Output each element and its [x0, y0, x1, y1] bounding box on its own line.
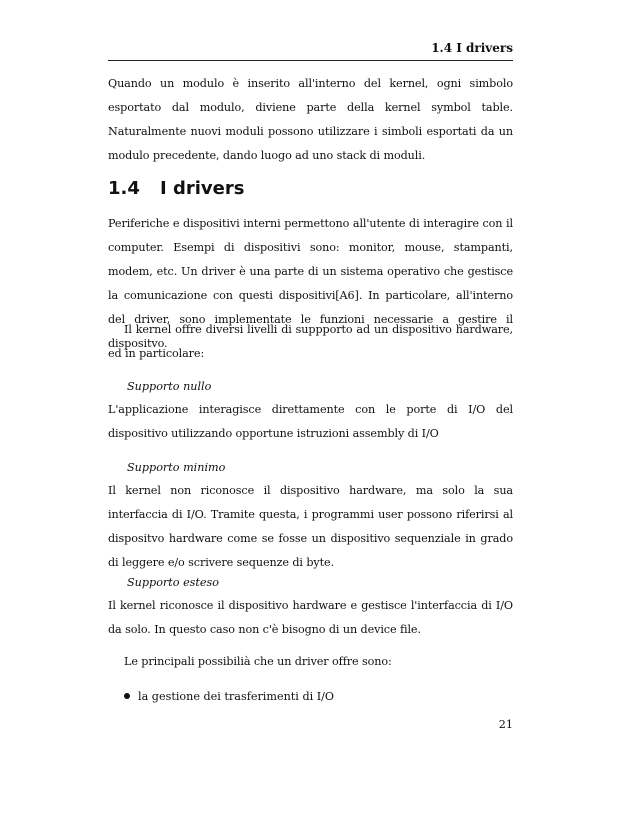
support-ext-title: Supporto esteso [127, 576, 220, 589]
section-number: 1.4 [108, 178, 140, 199]
closing-paragraph: Le principali possibilià che un driver offre sono: [124, 655, 392, 668]
support-min-text: Il kernel non riconosce il dispositivo hardware, ma solo la sua interfaccia di I/O. Tramite questa, i programmi user possono riferirsi al dispositvo hardware come se fosse un dispositivo sequenziale in grado di leggere e/o scrivere sequenze di byte. [108, 484, 513, 569]
intro-paragraph: Quando un modulo è inserito all'interno del kernel, ogni simbolo esportato dal modulo, diviene parte della kernel symbol table. Naturalmente nuovi moduli possono utilizzare i simboli esportati da un modulo precedente, dando luogo ad uno stack di moduli. [108, 77, 513, 162]
page-number: 21 [498, 718, 513, 731]
list-item [124, 685, 334, 709]
paragraph-drivers-intro: Periferiche e dispositivi interni permettono all'utente di interagire con il computer. Esempi di dispositivi sono: monitor, mouse, stampanti, modem, etc. Un driver è una parte di un sistema operativo che gestisce la comunicazione con questi dispositivi[A6]. In particolare, all'interno del driver, sono implementate le funzioni necessarie a gestire il dispositvo. [108, 217, 513, 350]
section-heading [108, 178, 244, 199]
document-page [108, 0, 513, 826]
list-item-text: la gestione dei trasferimenti di I/O [138, 690, 335, 703]
support-null-title: Supporto nullo [127, 380, 212, 393]
paragraph-support-levels: Il kernel offre diversi livelli di suppporto ad un dispositivo hardware, ed in particolare: [108, 323, 513, 360]
support-null-text: L'applicazione interagisce direttamente con le porte di I/O del dispositivo utilizzando opportune istruzioni assembly di I/O [108, 403, 513, 440]
header-rule [108, 60, 513, 61]
bullet-icon [124, 693, 130, 699]
section-title: I drivers [160, 178, 245, 199]
support-min-title: Supporto minimo [127, 461, 226, 474]
support-ext-text: Il kernel riconosce il dispositivo hardware e gestisce l'interfaccia di I/O da solo. In questo caso non c'è bisogno di un device file. [108, 599, 513, 636]
running-head: 1.4 I drivers [431, 41, 513, 55]
